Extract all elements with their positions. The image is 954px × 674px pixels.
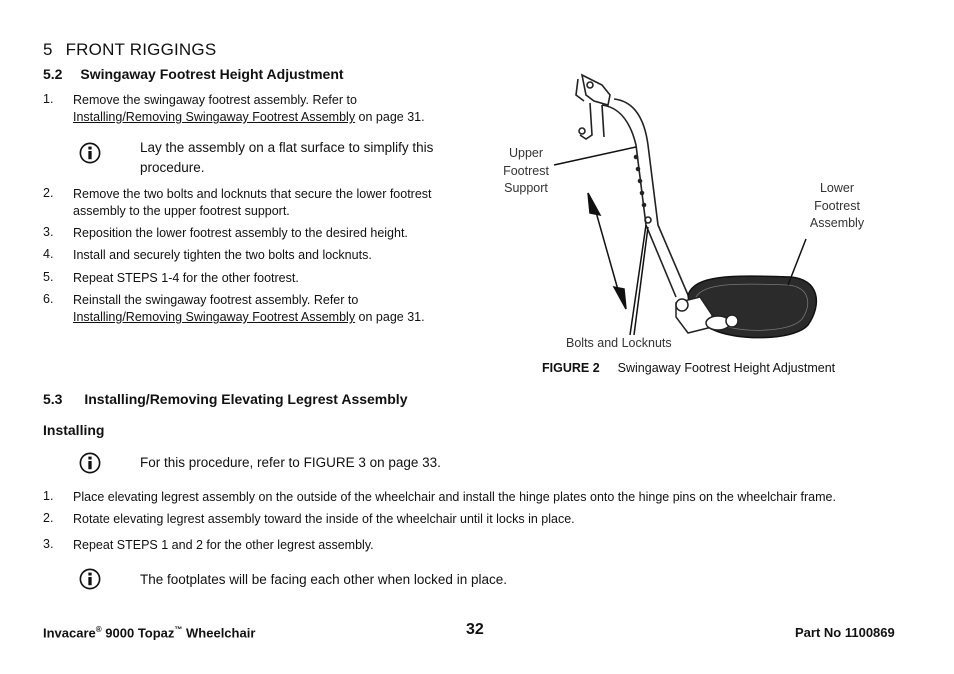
step-number: 1. [43,92,54,106]
note-text: procedure. [140,160,205,175]
label-bolts-and-locknuts: Bolts and Locknuts [566,336,672,350]
subsection-title: Installing/Removing Elevating Legrest Assembly [84,391,408,407]
note-text: For this procedure, refer to FIGURE 3 on page 33. [140,455,441,470]
figure-label-text: Lower [819,181,855,195]
step-text: Remove the swingaway footrest assembly. Refer to [73,93,357,107]
footer-product [43,625,255,640]
figure-caption [542,361,835,375]
step-text: Place elevating legrest assembly on the outside of the wheelchair and install the hinge plates onto the hinge pins on the wheelchair frame. [73,490,836,504]
step-number: 4. [43,247,54,261]
footer-model: 9000 Topaz [101,625,175,641]
section-title: FRONT RIGGINGS [65,40,217,59]
registered-mark: ® [95,625,102,634]
label-upper-footrest-support [490,145,562,198]
step-number: 2. [43,186,54,200]
cross-reference-link[interactable]: Installing/Removing Swingaway Footrest Assembly [73,310,356,324]
subsection-heading-5-2 [43,66,344,82]
step-text: Reinstall the swingaway footrest assembly. Refer to [73,293,359,307]
cross-reference-link[interactable]: Installing/Removing Swingaway Footrest Assembly [73,110,356,124]
step-text-suffix: on page 31. [355,310,425,324]
step-text: Reposition the lower footrest assembly to the desired height. [73,226,408,240]
figure-label-text: Upper [508,146,544,160]
step-text: Repeat STEPS 1-4 for the other footrest. [73,271,299,285]
part-number: Part No 1100869 [795,625,895,640]
section-number: 5 [43,40,53,59]
step-number: 2. [43,511,54,525]
figure-caption-text: Swingaway Footrest Height Adjustment [617,361,836,375]
figure-label-text: Support [504,181,548,195]
page-number: 32 [466,621,484,638]
subsection-title: Swingaway Footrest Height Adjustment [80,66,344,82]
step-number: 1. [43,489,54,503]
step-text: Remove the two bolts and locknuts that secure the lower footrest [73,187,432,201]
step-text: Install and securely tighten the two bolts and locknuts. [73,248,372,262]
step-number: 6. [43,292,54,306]
step-number: 3. [43,537,54,551]
step-number: 3. [43,225,54,239]
subsection-number: 5.2 [43,66,63,82]
trademark-mark: ™ [174,625,183,634]
figure-label-text: Footrest [503,163,549,178]
info-icon [79,568,101,590]
info-icon [79,142,101,164]
subsection-heading-5-3 [43,391,407,407]
note-text: The footplates will be facing each other when locked in place. [140,572,507,587]
subhead-installing: Installing [43,422,105,438]
footer-product-name: Wheelchair [182,625,256,641]
subsection-number: 5.3 [43,391,63,407]
info-icon [79,452,101,474]
figure-label-text: Assembly [809,216,865,230]
step-text: Rotate elevating legrest assembly toward the inside of the wheelchair until it locks in place. [73,512,575,526]
step-text-suffix: on page 31. [355,110,425,124]
figure-label-text: Footrest [814,198,860,213]
figure-number: FIGURE 2 [542,361,600,375]
footer-brand: Invacare [43,625,96,641]
label-lower-footrest-assembly [800,180,874,233]
note-text: Lay the assembly on a flat surface to simplify this [140,140,434,155]
section-heading [43,40,216,60]
step-text: Repeat STEPS 1 and 2 for the other legrest assembly. [73,538,374,552]
step-number: 5. [43,270,54,284]
step-text: assembly to the upper footrest support. [73,204,290,218]
